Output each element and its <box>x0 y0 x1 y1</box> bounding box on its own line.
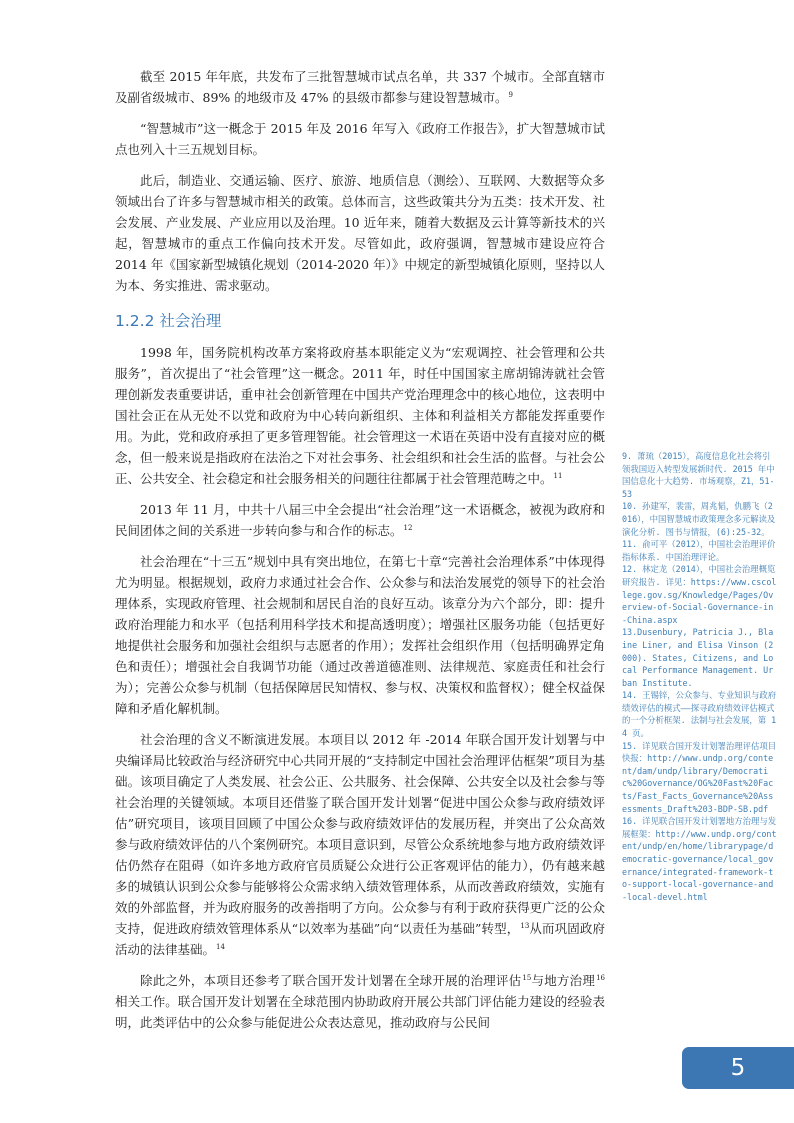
footnote: 15. 详见联合国开发计划署治理评估项目快报：http://www.undp.org/content/dam/undp/library/Democratic%20Governance/OG%20Fast%20Facts/Fast_Facts_Governance%20Assessments_Draft%203-BDP-SB.pdf <box>622 740 777 814</box>
page-number-badge: 5 <box>682 1047 794 1089</box>
footnote-ref: 15 <box>522 973 532 982</box>
paragraph: 截至 2015 年年底，共发布了三批智慧城市试点名单，共 337 个城市。全部直辖市及副省级城市、89% 的地级市及 47% 的县级市都参与建设智慧城市。$^9$ <box>115 69 605 105</box>
sidebar-footnotes <box>622 450 777 903</box>
paragraph: “智慧城市”这一概念于 2015 年及 2016 年写入《政府工作报告》，扩大智慧城市试点也列入十三五规划目标。 <box>115 121 605 157</box>
paragraph: 除此之外，本项目还参考了联合国开发计划署在全球开展的治理评估$^{15}$与地方治理$^{16}$相关工作。联合国开发计划署在全球范围内协助政府开展公共部门评估能力建设的经验表明，此类评估中的公众参与能促进公众表达意见，推动政府与公民间 <box>115 973 605 1030</box>
paragraph: 此后，制造业、交通运输、医疗、旅游、地质信息（测绘）、互联网、大数据等众多领域出台了许多与智慧城市相关的政策。总体而言，这些政策共分为五类：技术开发、社会发展、产业发展、产业应用以及治理。10 近年来，随着大数据及云计算等新技术的兴起，智慧城市的重点工作偏向技术开发。尽管如此，政府强调，智慧城市建设应符合 2014 年《国家新型城镇化规划（2014-2020 年）》中规定的新型城镇化原则，坚持以人为本、务实推进、需求驱动。 <box>115 173 605 293</box>
footnote: 12. 林定龙（2014），中国社会治理概览研究报告. 详见：https://www.cscollege.gov.sg/Knowledge/Pages/Overview-of-Social-Governance-in-China.aspx <box>622 564 777 625</box>
footnote: 14. 王锡锌，公众参与、专业知识与政府绩效评估的模式——探寻政府绩效评估模式的一个分析框架. 法制与社会发展，第 14 页。 <box>622 690 777 739</box>
footnote-ref: 9 <box>508 90 513 99</box>
footnote-ref: 16 <box>596 973 605 982</box>
main-text-column <box>115 66 605 1043</box>
footnote-ref: 13 <box>520 921 530 930</box>
section-heading: 1.2.2 社会治理 <box>115 312 222 330</box>
paragraph: 社会治理在“十三五”规划中具有突出地位，在第七十章“完善社会治理体系”中体现得尤为明显。根据规划，政府力求通过社会合作、公众参与和法治发展党的领导下的社会治理体系，实现政府管理、社会规制和居民自治的良好互动。该章分为六个部分，即：提升政府治理能力和水平（包括利用科学技术和提高透明度）；增强社区服务功能（包括更好地提供社会服务和加强社会组织与志愿者的作用）；发挥社会组织作用（包括明确界定角色和责任）；增强社会自我调节功能（通过改善道德准则、法律规范、家庭责任和社会行为）；完善公众参与机制（包括保障居民知情权、参与权、决策权和监督权）；健全权益保障和矛盾化解机制。 <box>115 554 605 716</box>
footnote-ref: 11 <box>553 471 563 480</box>
footnote: 11. 俞可平（2012），中国社会治理评价指标体系. 中国治理评论。 <box>622 539 776 562</box>
paragraph: 2013 年 11 月，中共十八届三中全会提出“社会治理”这一术语概念，被视为政府和民间团体之间的关系进一步转向参与和合作的标志。$^{12}$ <box>115 502 605 538</box>
footnote-ref: 14 <box>216 942 225 951</box>
footnote: 10. 孙建军，裴雷，周兆韬，仇鹏飞（2016），中国智慧城市政策理念多元解读及演化分析. 图书与情报，(6):25-32。 <box>622 501 776 537</box>
paragraph: 社会治理的含义不断演进发展。本项目以 2012 年 -2014 年联合国开发计划署与中央编译局比较政治与经济研究中心共同开展的“支持制定中国社会治理评估框架”项目为基础。该项目确定了人类发展、社会公正、公共服务、社会保障、公共安全以及社会参与等社会治理的关键领域。本项目还借鉴了联合国开发计划署“促进中国公众参与政府绩效评估”研究项目，该项目回顾了中国公众参与政府绩效评估的发展历程，并突出了公众高效参与政府绩效评估的八个案例研究。本项目意识到，尽管公众系统地参与地方政府绩效评估仍然存在阻碍（如许多地方政府官员质疑公众进行公正客观评估的能力），仍有越来越多的城镇认识到公众参与能够将公众需求纳入绩效管理体系，从而改善政府绩效，实施有效的外部监督，并为政府服务的改善指明了方向。公众参与有利于政府获得更广泛的公众支持，促进政府绩效管理体系从“以效率为基础”向“以责任为基础”转型，$^{13}$从而巩固政府活动的法律基础。$^{14}$ <box>115 732 605 957</box>
footnote: 9. 萧琉（2015），高度信息化社会将引领我国迈入转型发展新时代. 2015 年中国信息化十大趋势. 市场观察，Z1，51-53 <box>622 451 775 499</box>
paragraph: 1998 年，国务院机构改革方案将政府基本职能定义为“宏观调控、社会管理和公共服务”，首次提出了“社会管理”这一概念。2011 年，时任中国国家主席胡锦涛就社会管理创新发表重要讲话，重申社会创新管理在中国共产党治理理念中的核心地位，这表明中国社会正在从无处不以党和政府为中心转向新组织、主体和利益相关方都能发挥重要作用。为此，党和政府承担了更多管理智能。社会管理这一术语在英语中没有直接对应的概念，但一般来说是指政府在法治之下对社会事务、社会组织和社会生活的监督。与社会公正、公共安全、社会稳定和社会服务相关的问题往往都属于社会管理范畴之中。$^{11}$ <box>115 345 605 486</box>
footnote: 16. 详见联合国开发计划署地方治理与发展框架：http://www.undp.org/content/undp/en/home/librarypage/democratic-governance/local_governance/integrated-framework-to-support-local-governance-and-local-devel.html <box>622 816 777 902</box>
footnote: 13.Dusenbury, Patricia J., Blaine Liner, and Elisa Vinson (2000). States, Citizens, and Local Performance Management. Urban Institute. <box>622 627 774 688</box>
footnote-ref: 12 <box>403 523 413 532</box>
